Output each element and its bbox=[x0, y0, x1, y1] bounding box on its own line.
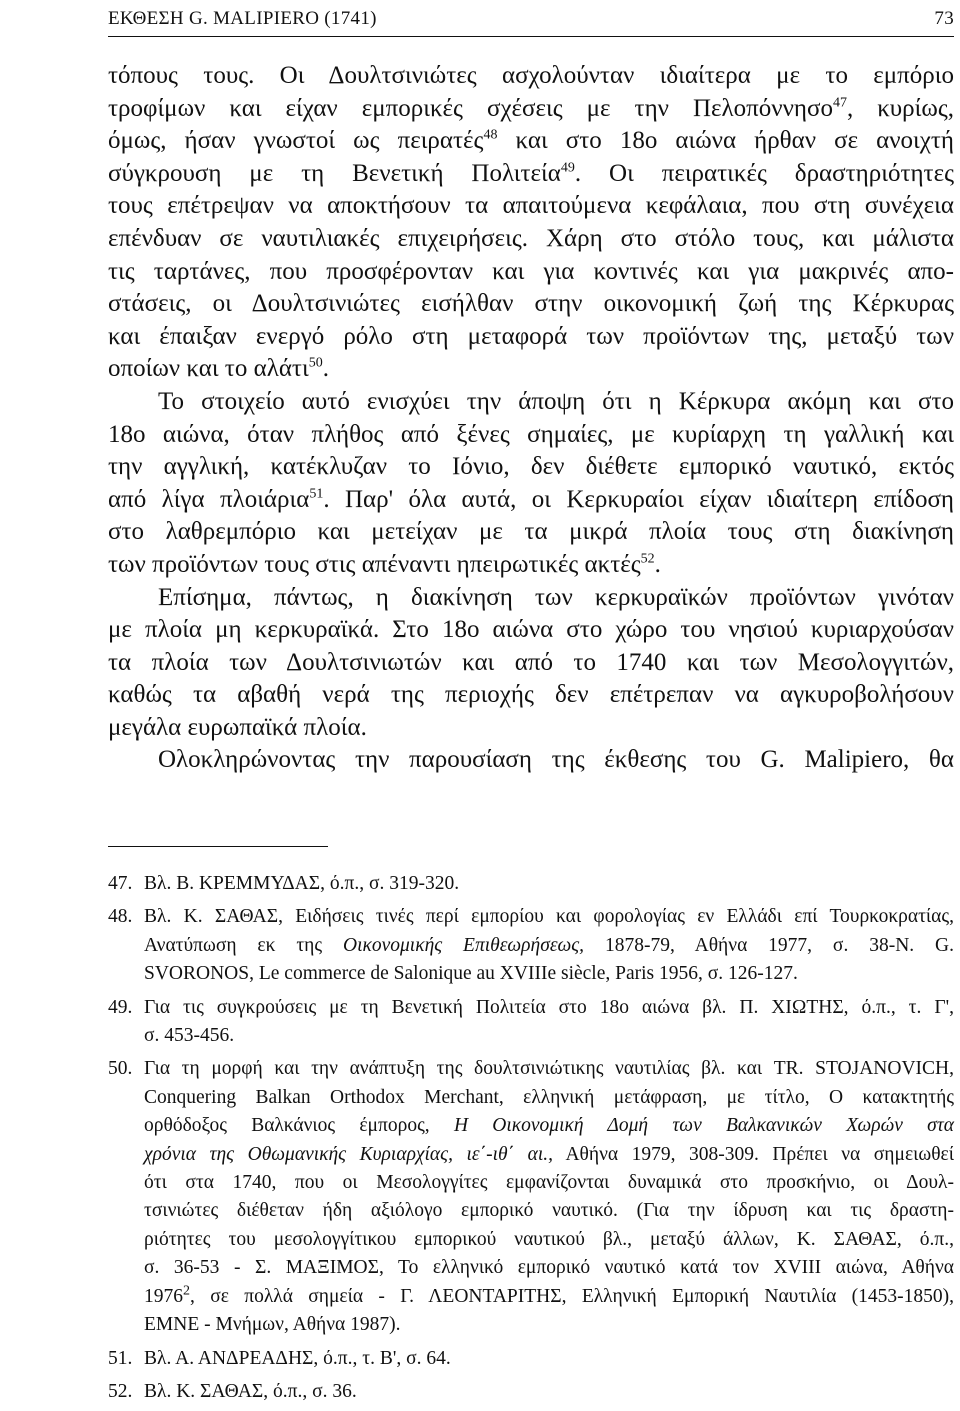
footnote-number: 51. bbox=[108, 1347, 133, 1369]
edition-superscript: 2 bbox=[183, 1283, 190, 1299]
text-line: τα πλοία των Δουλτσινιωτών και από το 1740 και των Μεσολογγιτών, bbox=[108, 648, 954, 676]
main-text bbox=[108, 60, 954, 777]
footnote-number: 50. bbox=[108, 1058, 133, 1080]
page-number: 73 bbox=[934, 8, 954, 29]
text-run: Αθήνα 1979, 308-309. Πρέπει να σημειωθεί bbox=[553, 1143, 954, 1165]
text-line: τόπους τους. Οι Δουλτσινιώτες ασχολούνταν ιδιαίτερα με το εμπόριο bbox=[108, 62, 954, 89]
footnote-51 bbox=[108, 1345, 954, 1373]
text-line: 18ο αιώνα, όταν πλήθος από ξένες σημαίες, με κυρίαρχη τη γαλλική και bbox=[108, 420, 954, 448]
text-run: , κυρίως, bbox=[846, 94, 954, 122]
text-line: και έπαιξαν ενεργό ρόλο στη μεταφορά των προϊόντων της, μεταξύ των bbox=[108, 322, 954, 350]
text-run: οποίων και το αλάτι bbox=[108, 355, 309, 383]
footnote-ref-50[interactable]: 50 bbox=[308, 356, 323, 372]
text-run: τροφίμων και είχαν εμπορικές σχέσεις με την Πελοπόννησο bbox=[108, 94, 833, 122]
footnote-ref-52[interactable]: 52 bbox=[640, 551, 655, 567]
footnote-line bbox=[144, 1112, 954, 1140]
text-line: επένδυαν σε ναυτιλιακές επιχειρήσεις. Χάρη στο στόλο τους, και μάλιστα bbox=[108, 224, 954, 252]
footnote-text bbox=[144, 1055, 954, 1339]
paragraph-2 bbox=[108, 386, 954, 582]
footnote-line bbox=[144, 1283, 954, 1311]
text-line: με πλοία μη κερκυραϊκά. Στο 18ο αιώνα στο χώρο του νησιού κυριαρχούσαν bbox=[108, 616, 954, 644]
text-run: . bbox=[322, 355, 329, 383]
text-run: . Οι πειρατικές δραστηριότητες bbox=[574, 159, 955, 187]
text-line: Επίσημα, πάντως, η διακίνηση των κερκυραϊκών προϊόντων γινόταν bbox=[158, 583, 954, 611]
footnote-line: ριότητες του μεσολογγίτικου εμπορικού ναυτικού βλ., μεταξύ άλλων, Κ. ΣΑΘΑΣ, ό.π., bbox=[144, 1228, 954, 1250]
text-line bbox=[108, 353, 954, 386]
footnote-ref-49[interactable]: 49 bbox=[560, 160, 575, 176]
paragraph-4 bbox=[108, 744, 954, 777]
footnote-line: Βλ. Β. ΚΡΕΜΜΥΔΑΣ, ό.π., σ. 319-320. bbox=[144, 873, 460, 894]
footnote-text bbox=[144, 903, 954, 988]
text-line: στάσεις, οι Δουλτσινιώτες εισήλθαν στην οικονομική ζωή της Κέρκυρας bbox=[108, 290, 954, 318]
footnote-rule bbox=[108, 846, 328, 847]
paragraph-3 bbox=[108, 582, 954, 745]
footnote-line: σ. 36-53 - Σ. ΜΑΞΙΜΟΣ, Το ελληνικό εμπορικό ναυτικό κατά τον XVIII αιώνα, Αθήνα bbox=[144, 1257, 954, 1279]
text-line: Ολοκληρώνοντας την παρουσίαση της έκθεσης του G. Malipiero, θα bbox=[158, 746, 954, 774]
text-run: ορθόδοξος Βαλκάνιος έμπορος, bbox=[144, 1115, 454, 1137]
text-line: Το στοιχείο αυτό ενισχύει την άποψη ότι η Κέρκυρα ακόμη και στο bbox=[158, 387, 954, 415]
footnote-number: 52. bbox=[108, 1380, 133, 1402]
book-title: χρόνια της Οθωμανικής Κυριαρχίας, ιε΄-ιθ΄ αι., bbox=[144, 1143, 553, 1165]
text-line bbox=[108, 93, 954, 126]
footnote-text bbox=[144, 1345, 954, 1373]
footnote-line: Βλ. Κ. ΣΑΘΑΣ, ό.π., σ. 36. bbox=[144, 1380, 357, 1402]
text-run: Ανατύπωση εκ της bbox=[144, 934, 343, 956]
text-run: . bbox=[654, 550, 661, 578]
text-run: όμως, ήσαν γνωστοί ως πειρατές bbox=[108, 127, 484, 155]
footnote-line: σ. 453-456. bbox=[144, 1025, 235, 1047]
footnote-50 bbox=[108, 1055, 954, 1339]
text-line bbox=[108, 484, 954, 517]
text-run: 1878-79, Αθήνα 1977, σ. 38-Ν. G. bbox=[584, 934, 954, 956]
text-line bbox=[108, 549, 954, 582]
text-run: 1976 bbox=[144, 1285, 183, 1307]
journal-title: Οικονομικής Επιθεωρήσεως, bbox=[342, 934, 585, 956]
footnote-line: τσινιώτες διέθεταν ήδη αξιόλογο εμπορικό ναυτικό. (Για την ίδρυση και τις δραστη- bbox=[144, 1200, 954, 1222]
text-line: καθώς τα αβαθή νερά της περιοχής δεν επέτρεπαν να αγκυροβολήσουν bbox=[108, 681, 954, 709]
text-run: και στο 18ο αιώνα ήρθαν σε ανοιχτή bbox=[497, 127, 954, 155]
footnote-line: ότι στα 1740, που οι Μεσολογγίτες εμφανίζονται δυναμικά στο προσκήνιο, οι Δουλ- bbox=[144, 1172, 954, 1194]
text-line: τις ταρτάνες, που προσφέρονταν και για κοντινές και για μακρινές απο- bbox=[108, 257, 954, 285]
footnote-49 bbox=[108, 994, 954, 1051]
text-run: . Παρ' όλα αυτά, οι Κερκυραίοι είχαν ιδιαίτερη επίδοση bbox=[323, 485, 954, 513]
footnote-48 bbox=[108, 903, 954, 988]
running-head bbox=[108, 8, 954, 34]
paragraph-1 bbox=[108, 60, 954, 386]
text-run: των προϊόντων τους στις απέναντι ηπειρωτικές ακτές bbox=[108, 550, 641, 578]
running-title: ΕΚΘΕΣΗ G. MALIPIERO (1741) bbox=[108, 8, 377, 29]
text-run: από λίγα πλοιάρια bbox=[108, 485, 310, 513]
footnote-line: Για τις συγκρούσεις με τη Βενετική Πολιτεία στο 18ο αιώνα βλ. Π. ΧΙΩΤΗΣ, ό.π., τ. Γ', bbox=[144, 996, 954, 1018]
footnote-number: 47. bbox=[108, 873, 133, 894]
footnote-number: 49. bbox=[108, 996, 133, 1018]
footnote-line: EMNE - Μνήμων, Αθήνα 1987). bbox=[144, 1314, 401, 1336]
footnote-text bbox=[144, 870, 954, 898]
text-run: σύγκρουση με τη Βενετική Πολιτεία bbox=[108, 159, 561, 187]
footnote-ref-51[interactable]: 51 bbox=[309, 486, 324, 502]
footnote-line: SVORONOS, Le commerce de Salonique au XVIIIe siècle, Paris 1956, σ. 126-127. bbox=[144, 963, 798, 985]
footnote-line: Για τη μορφή και την ανάπτυξη της δουλτσινιώτικης ναυτιλίας βλ. και TR. STOJANOVICH, bbox=[144, 1058, 954, 1080]
header-rule bbox=[108, 36, 954, 37]
footnote-47 bbox=[108, 870, 954, 898]
footnote-line: Βλ. Α. ΑΝΔΡΕΑΔΗΣ, ό.π., τ. Β', σ. 64. bbox=[144, 1347, 451, 1369]
footnote-text bbox=[144, 1378, 954, 1406]
footnote-line: Conquering Balkan Orthodox Merchant, ελληνική μετάφραση, με τίτλο, Ο κατακτητής bbox=[144, 1086, 954, 1108]
text-line: στο λαθρεμπόριο και μετείχαν με τα μικρά πλοία τους στη διακίνηση bbox=[108, 518, 954, 546]
footnote-ref-47[interactable]: 47 bbox=[832, 95, 847, 111]
book-title: Η Οικονομική Δομή των Βαλκανικών Χωρών στα bbox=[453, 1115, 954, 1137]
footnote-line: Βλ. Κ. ΣΑΘΑΣ, Ειδήσεις τινές περί εμπορίου και φορολογίας εν Ελλάδι επί Τουρκοκρατίας, bbox=[144, 906, 954, 928]
text-line: τους επέτρεψαν να αποκτήσουν τα απαιτούμενα κεφάλαια, που στη συνέχεια bbox=[108, 192, 954, 220]
footnote-line bbox=[144, 1141, 954, 1169]
footnote-number: 48. bbox=[108, 906, 133, 928]
footnotes bbox=[108, 870, 954, 1411]
footnote-ref-48[interactable]: 48 bbox=[483, 127, 498, 143]
footnote-52 bbox=[108, 1378, 954, 1406]
text-run: , σε πολλά σημεία - Γ. ΛΕΟΝΤΑΡΙΤΗΣ, Ελληνική Εμπορική Ναυτιλία (1453-1850), bbox=[190, 1285, 954, 1307]
text-line bbox=[108, 158, 954, 191]
text-line: την αγγλική, κατέκλυζαν το Ιόνιο, δεν διέθετε εμπορικό ναυτικό, εκτός bbox=[108, 453, 954, 481]
text-line bbox=[108, 125, 954, 158]
text-line: μεγάλα ευρωπαϊκά πλοία. bbox=[108, 713, 367, 741]
footnote-line bbox=[144, 932, 954, 960]
footnote-text bbox=[144, 994, 954, 1051]
